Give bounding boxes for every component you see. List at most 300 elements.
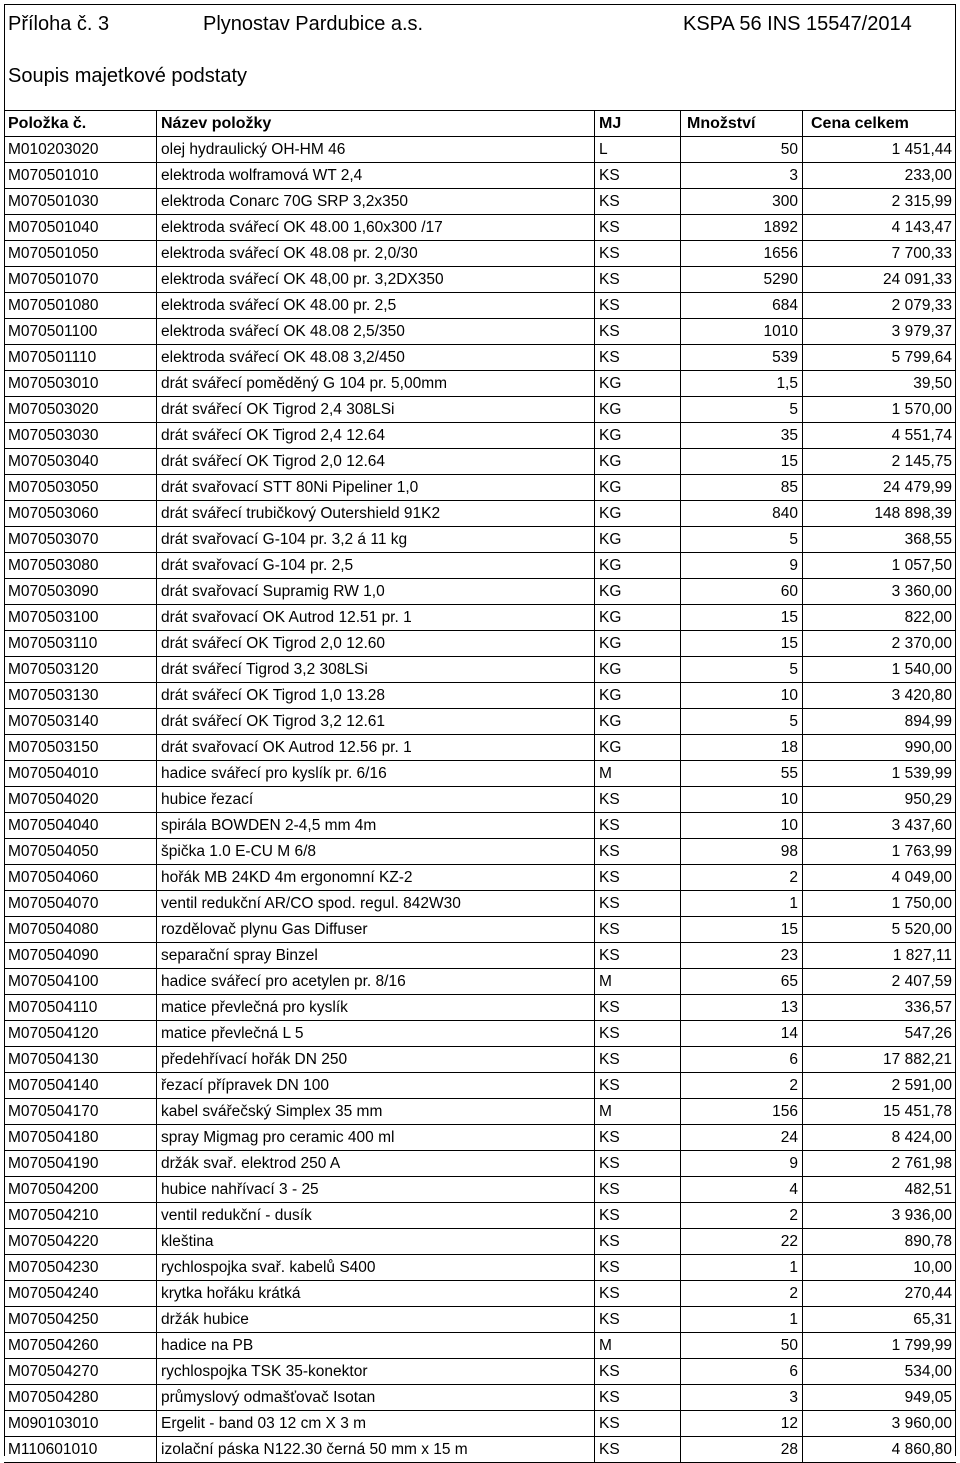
cell-quantity: 60	[681, 579, 803, 604]
cell-quantity: 6	[681, 1359, 803, 1384]
cell-quantity: 5	[681, 657, 803, 682]
cell-item-number: M070504110	[4, 995, 157, 1020]
cell-total-price: 1 763,99	[891, 843, 952, 860]
cell-quantity: 5290	[681, 267, 803, 292]
cell-unit: KG	[595, 501, 681, 526]
table-row	[4, 1202, 956, 1228]
cell-unit: KS	[595, 1203, 681, 1228]
cell-total-price: 1 451,44	[891, 141, 952, 158]
table-row	[4, 734, 956, 760]
cell-item-number: M070504240	[4, 1281, 157, 1306]
cell-item-number: M070503010	[4, 371, 157, 396]
cell-total-price: 39,50	[913, 375, 952, 392]
table-row	[4, 552, 956, 578]
table-row	[4, 942, 956, 968]
cell-quantity: 156	[681, 1099, 803, 1124]
cell-quantity: 23	[681, 943, 803, 968]
cell-quantity: 4	[681, 1177, 803, 1202]
cell-total-price: 990,00	[904, 739, 952, 756]
table-row	[4, 1046, 956, 1072]
cell-unit: KS	[595, 1411, 681, 1436]
cell-total-price: 24 479,99	[883, 479, 952, 496]
table-row	[4, 422, 956, 448]
cell-quantity: 2	[681, 1281, 803, 1306]
cell-total-price: 1 057,50	[891, 557, 952, 574]
cell-item-number: M070503090	[4, 579, 157, 604]
cell-total-price: 4 860,80	[891, 1441, 952, 1458]
cell-item-number: M070501050	[4, 241, 157, 266]
cell-item-number: M070504250	[4, 1307, 157, 1332]
table-row	[4, 1072, 956, 1098]
cell-total-price: 547,26	[904, 1025, 952, 1042]
cell-item-number: M070504140	[4, 1073, 157, 1098]
cell-unit: KG	[595, 449, 681, 474]
cell-item-name: hubice nahřívací 3 - 25	[157, 1177, 595, 1202]
cell-unit: KS	[595, 293, 681, 318]
cell-unit: KS	[595, 1255, 681, 1280]
table-row	[4, 1384, 956, 1410]
cell-item-number: M010203020	[4, 137, 157, 162]
cell-item-name: elektroda Conarc 70G SRP 3,2x350	[157, 189, 595, 214]
cell-total-price: 2 079,33	[891, 297, 952, 314]
cell-item-number: M070503080	[4, 553, 157, 578]
cell-quantity: 6	[681, 1047, 803, 1072]
cell-unit: KS	[595, 995, 681, 1020]
cell-item-number: M070504040	[4, 813, 157, 838]
table-row	[4, 1306, 956, 1332]
cell-item-number: M070503060	[4, 501, 157, 526]
cell-total-price: 1 540,00	[891, 661, 952, 678]
cell-total-price: 1 570,00	[891, 401, 952, 418]
cell-item-name: izolační páska N122.30 černá 50 mm x 15 m	[157, 1437, 595, 1462]
cell-item-name: drát svářecí OK Tigrod 2,0 12.64	[157, 449, 595, 474]
cell-quantity: 3	[681, 163, 803, 188]
cell-unit: M	[595, 761, 681, 786]
column-header-quantity: Množství	[681, 111, 803, 136]
cell-total-price: 890,78	[904, 1233, 952, 1250]
cell-item-number: M070504090	[4, 943, 157, 968]
cell-quantity: 1656	[681, 241, 803, 266]
cell-quantity: 5	[681, 397, 803, 422]
cell-item-number: M090103010	[4, 1411, 157, 1436]
cell-unit: KS	[595, 839, 681, 864]
cell-unit: KG	[595, 735, 681, 760]
cell-item-name: matice převlečná L 5	[157, 1021, 595, 1046]
cell-total-price: 233,00	[904, 167, 952, 184]
cell-quantity: 12	[681, 1411, 803, 1436]
cell-total-price: 8 424,00	[891, 1129, 952, 1146]
table-row	[4, 838, 956, 864]
cell-total-price: 4 049,00	[891, 869, 952, 886]
table-row	[4, 604, 956, 630]
table-row	[4, 916, 956, 942]
cell-unit: KS	[595, 943, 681, 968]
cell-quantity: 85	[681, 475, 803, 500]
cell-unit: KS	[595, 1073, 681, 1098]
cell-quantity: 300	[681, 189, 803, 214]
cell-total-price: 482,51	[904, 1181, 952, 1198]
cell-total-price: 7 700,33	[891, 245, 952, 262]
cell-item-number: M070501100	[4, 319, 157, 344]
cell-item-name: předehřívací hořák DN 250	[157, 1047, 595, 1072]
cell-quantity: 2	[681, 1073, 803, 1098]
table-row	[4, 1254, 956, 1280]
case-reference: KSPA 56 INS 15547/2014	[683, 13, 912, 35]
cell-total-price: 2 407,59	[891, 973, 952, 990]
attachment-label: Příloha č. 3	[8, 13, 110, 35]
cell-total-price: 17 882,21	[883, 1051, 952, 1068]
cell-item-name: drát svařovací STT 80Ni Pipeliner 1,0	[157, 475, 595, 500]
table-row	[4, 448, 956, 474]
cell-item-number: M070501080	[4, 293, 157, 318]
cell-item-number: M070504010	[4, 761, 157, 786]
cell-item-number: M070504120	[4, 1021, 157, 1046]
cell-item-name: drát svářecí OK Tigrod 1,0 13.28	[157, 683, 595, 708]
cell-unit: KS	[595, 1359, 681, 1384]
cell-item-name: elektroda wolframová WT 2,4	[157, 163, 595, 188]
cell-item-name: elektroda svářecí OK 48.08 pr. 2,0/30	[157, 241, 595, 266]
cell-item-number: M110601010	[4, 1437, 157, 1462]
cell-item-number: M070504100	[4, 969, 157, 994]
cell-quantity: 65	[681, 969, 803, 994]
cell-unit: M	[595, 1099, 681, 1124]
cell-item-name: spray Migmag pro ceramic 400 ml	[157, 1125, 595, 1150]
cell-item-name: hadice svářecí pro kyslík pr. 6/16	[157, 761, 595, 786]
cell-total-price: 4 551,74	[891, 427, 952, 444]
cell-item-number: M070504050	[4, 839, 157, 864]
cell-item-number: M070504220	[4, 1229, 157, 1254]
cell-quantity: 5	[681, 709, 803, 734]
cell-total-price: 15 451,78	[883, 1103, 952, 1120]
cell-total-price: 1 827,11	[892, 947, 952, 964]
cell-unit: KS	[595, 1177, 681, 1202]
cell-item-number: M070501070	[4, 267, 157, 292]
table-row	[4, 474, 956, 500]
table-row	[4, 630, 956, 656]
cell-item-name: kabel svářečský Simplex 35 mm	[157, 1099, 595, 1124]
cell-total-price: 368,55	[904, 531, 952, 548]
cell-item-name: olej hydraulický OH-HM 46	[157, 137, 595, 162]
cell-unit: KS	[595, 1151, 681, 1176]
cell-quantity: 24	[681, 1125, 803, 1150]
cell-quantity: 22	[681, 1229, 803, 1254]
table-row	[4, 240, 956, 266]
table-row	[4, 500, 956, 526]
cell-unit: KG	[595, 579, 681, 604]
table-row	[4, 1176, 956, 1202]
table-row	[4, 1332, 956, 1358]
cell-quantity: 539	[681, 345, 803, 370]
cell-item-number: M070504180	[4, 1125, 157, 1150]
cell-item-number: M070503070	[4, 527, 157, 552]
cell-unit: KS	[595, 917, 681, 942]
cell-unit: KG	[595, 605, 681, 630]
cell-item-number: M070503120	[4, 657, 157, 682]
cell-unit: KS	[595, 241, 681, 266]
cell-item-number: M070504280	[4, 1385, 157, 1410]
cell-unit: KS	[595, 267, 681, 292]
cell-item-number: M070504130	[4, 1047, 157, 1072]
cell-item-name: krytka hořáku krátká	[157, 1281, 595, 1306]
cell-quantity: 35	[681, 423, 803, 448]
cell-total-price: 3 420,80	[891, 687, 952, 704]
cell-item-name: rychlospojka TSK 35-konektor	[157, 1359, 595, 1384]
table-row	[4, 1228, 956, 1254]
cell-total-price: 534,00	[904, 1363, 952, 1380]
cell-quantity: 2	[681, 865, 803, 890]
cell-item-name: ventil redukční AR/CO spod. regul. 842W30	[157, 891, 595, 916]
cell-item-name: drát svářecí trubičkový Outershield 91K2	[157, 501, 595, 526]
cell-unit: KG	[595, 397, 681, 422]
cell-item-number: M070503050	[4, 475, 157, 500]
cell-item-name: drát svařovací G-104 pr. 3,2 á 11 kg	[157, 527, 595, 552]
cell-quantity: 18	[681, 735, 803, 760]
cell-quantity: 98	[681, 839, 803, 864]
cell-item-name: hořák MB 24KD 4m ergonomní KZ-2	[157, 865, 595, 890]
cell-quantity: 9	[681, 1151, 803, 1176]
cell-quantity: 10	[681, 787, 803, 812]
table-row	[4, 162, 956, 188]
table-row	[4, 266, 956, 292]
cell-item-name: elektroda svářecí OK 48.00 1,60x300 /17	[157, 215, 595, 240]
cell-unit: KS	[595, 1385, 681, 1410]
table-row	[4, 578, 956, 604]
cell-item-name: rozdělovač plynu Gas Diffuser	[157, 917, 595, 942]
cell-unit: KS	[595, 891, 681, 916]
table-row	[4, 1150, 956, 1176]
table-row	[4, 682, 956, 708]
cell-quantity: 840	[681, 501, 803, 526]
cell-total-price: 950,29	[904, 791, 952, 808]
cell-quantity: 13	[681, 995, 803, 1020]
cell-quantity: 55	[681, 761, 803, 786]
cell-total-price: 894,99	[904, 713, 952, 730]
cell-item-number: M070504260	[4, 1333, 157, 1358]
document-title: Soupis majetkové podstaty	[8, 65, 248, 87]
table-row	[4, 760, 956, 786]
cell-item-number: M070503020	[4, 397, 157, 422]
cell-unit: M	[595, 1333, 681, 1358]
cell-unit: L	[595, 137, 681, 162]
cell-item-name: elektroda svářecí OK 48.00 pr. 2,5	[157, 293, 595, 318]
cell-quantity: 50	[681, 1333, 803, 1358]
cell-item-name: držák hubice	[157, 1307, 595, 1332]
table-row	[4, 136, 956, 162]
table-row	[4, 214, 956, 240]
cell-quantity: 1,5	[681, 371, 803, 396]
cell-total-price: 3 360,00	[891, 583, 952, 600]
cell-unit: KG	[595, 657, 681, 682]
column-header-total-price: Cena celkem	[811, 115, 909, 132]
cell-item-name: drát svařovací G-104 pr. 2,5	[157, 553, 595, 578]
cell-total-price: 148 898,39	[874, 505, 952, 522]
cell-quantity: 9	[681, 553, 803, 578]
cell-item-number: M070504080	[4, 917, 157, 942]
cell-total-price: 336,57	[904, 999, 952, 1016]
cell-unit: KS	[595, 163, 681, 188]
cell-quantity: 2	[681, 1203, 803, 1228]
table-row	[4, 890, 956, 916]
cell-item-name: elektroda svářecí OK 48.08 3,2/450	[157, 345, 595, 370]
cell-unit: KS	[595, 189, 681, 214]
cell-item-name: hadice svářecí pro acetylen pr. 8/16	[157, 969, 595, 994]
cell-item-number: M070503110	[4, 631, 157, 656]
cell-unit: KG	[595, 527, 681, 552]
cell-item-number: M070501010	[4, 163, 157, 188]
cell-item-name: drát svářecí OK Tigrod 2,4 308LSi	[157, 397, 595, 422]
cell-unit: KG	[595, 423, 681, 448]
asset-table	[4, 110, 956, 1463]
table-row	[4, 812, 956, 838]
cell-total-price: 2 145,75	[891, 453, 952, 470]
cell-item-name: řezací přípravek DN 100	[157, 1073, 595, 1098]
cell-total-price: 24 091,33	[883, 271, 952, 288]
cell-quantity: 15	[681, 605, 803, 630]
cell-unit: KS	[595, 1437, 681, 1462]
cell-item-number: M070504070	[4, 891, 157, 916]
cell-item-name: drát svařovací OK Autrod 12.56 pr. 1	[157, 735, 595, 760]
cell-item-number: M070504170	[4, 1099, 157, 1124]
table-row	[4, 1358, 956, 1384]
table-row	[4, 864, 956, 890]
cell-item-name: drát svařovací Supramig RW 1,0	[157, 579, 595, 604]
cell-quantity: 15	[681, 631, 803, 656]
cell-unit: KS	[595, 1229, 681, 1254]
cell-total-price: 2 370,00	[891, 635, 952, 652]
cell-unit: KG	[595, 709, 681, 734]
cell-quantity: 1	[681, 1255, 803, 1280]
cell-total-price: 270,44	[904, 1285, 952, 1302]
cell-quantity: 684	[681, 293, 803, 318]
cell-unit: KG	[595, 475, 681, 500]
cell-quantity: 1010	[681, 319, 803, 344]
cell-total-price: 3 437,60	[891, 817, 952, 834]
cell-item-number: M070503150	[4, 735, 157, 760]
cell-item-number: M070503130	[4, 683, 157, 708]
cell-item-name: elektroda svářecí OK 48.08 2,5/350	[157, 319, 595, 344]
table-row	[4, 370, 956, 396]
cell-total-price: 1 799,99	[891, 1337, 952, 1354]
table-row	[4, 1280, 956, 1306]
table-row	[4, 708, 956, 734]
cell-total-price: 10,00	[913, 1259, 952, 1276]
cell-unit: M	[595, 969, 681, 994]
cell-total-price: 2 761,98	[891, 1155, 952, 1172]
cell-item-name: kleština	[157, 1229, 595, 1254]
cell-total-price: 1 750,00	[891, 895, 952, 912]
cell-quantity: 3	[681, 1385, 803, 1410]
table-row	[4, 1020, 956, 1046]
cell-total-price: 5 799,64	[891, 349, 952, 366]
table-row	[4, 318, 956, 344]
cell-total-price: 5 520,00	[891, 921, 952, 938]
cell-item-number: M070504270	[4, 1359, 157, 1384]
cell-unit: KS	[595, 787, 681, 812]
cell-item-name: ventil redukční - dusík	[157, 1203, 595, 1228]
cell-unit: KS	[595, 1281, 681, 1306]
cell-total-price: 949,05	[904, 1389, 952, 1406]
cell-item-number: M070504200	[4, 1177, 157, 1202]
cell-total-price: 3 960,00	[891, 1415, 952, 1432]
column-header-unit: MJ	[595, 111, 681, 136]
cell-quantity: 1	[681, 891, 803, 916]
cell-total-price: 3 936,00	[891, 1207, 952, 1224]
cell-unit: KG	[595, 553, 681, 578]
cell-unit: KS	[595, 345, 681, 370]
cell-item-name: špička 1.0 E-CU M 6/8	[157, 839, 595, 864]
cell-unit: KG	[595, 683, 681, 708]
cell-unit: KG	[595, 371, 681, 396]
cell-quantity: 1892	[681, 215, 803, 240]
cell-item-number: M070504230	[4, 1255, 157, 1280]
table-row	[4, 292, 956, 318]
cell-item-name: Ergelit - band 03 12 cm X 3 m	[157, 1411, 595, 1436]
column-header-item-no: Položka č.	[4, 111, 157, 136]
cell-item-name: hadice na PB	[157, 1333, 595, 1358]
cell-quantity: 50	[681, 137, 803, 162]
cell-quantity: 1	[681, 1307, 803, 1332]
cell-total-price: 65,31	[913, 1311, 952, 1328]
table-row	[4, 396, 956, 422]
table-row	[4, 1436, 956, 1463]
cell-total-price: 4 143,47	[891, 219, 952, 236]
cell-unit: KS	[595, 1307, 681, 1332]
cell-item-name: drát svářecí OK Tigrod 2,4 12.64	[157, 423, 595, 448]
cell-item-name: držák svař. elektrod 250 A	[157, 1151, 595, 1176]
cell-item-number: M070503140	[4, 709, 157, 734]
cell-item-name: rychlospojka svař. kabelů S400	[157, 1255, 595, 1280]
table-row	[4, 1124, 956, 1150]
cell-item-name: drát svářecí OK Tigrod 2,0 12.60	[157, 631, 595, 656]
cell-unit: KS	[595, 215, 681, 240]
column-header-item-name: Název položky	[157, 111, 595, 136]
cell-item-name: spirála BOWDEN 2-4,5 mm 4m	[157, 813, 595, 838]
cell-item-name: drát svářecí poměděný G 104 pr. 5,00mm	[157, 371, 595, 396]
cell-quantity: 14	[681, 1021, 803, 1046]
cell-item-name: drát svařovací OK Autrod 12.51 pr. 1	[157, 605, 595, 630]
cell-item-number: M070503100	[4, 605, 157, 630]
cell-item-number: M070504060	[4, 865, 157, 890]
table-row	[4, 994, 956, 1020]
cell-item-number: M070501040	[4, 215, 157, 240]
cell-item-name: matice převlečná pro kyslík	[157, 995, 595, 1020]
cell-item-name: hubice řezací	[157, 787, 595, 812]
table-row	[4, 786, 956, 812]
table-row	[4, 1098, 956, 1124]
cell-unit: KS	[595, 1047, 681, 1072]
cell-unit: KS	[595, 1125, 681, 1150]
table-row	[4, 188, 956, 214]
cell-unit: KS	[595, 865, 681, 890]
cell-quantity: 15	[681, 917, 803, 942]
table-row	[4, 656, 956, 682]
cell-total-price: 1 539,99	[891, 765, 952, 782]
cell-item-number: M070504210	[4, 1203, 157, 1228]
cell-quantity: 5	[681, 527, 803, 552]
cell-item-name: drát svářecí Tigrod 3,2 308LSi	[157, 657, 595, 682]
cell-item-number: M070504020	[4, 787, 157, 812]
company-name: Plynostav Pardubice a.s.	[203, 13, 424, 35]
cell-quantity: 15	[681, 449, 803, 474]
table-row	[4, 1410, 956, 1436]
table-row	[4, 968, 956, 994]
cell-total-price: 3 979,37	[891, 323, 952, 340]
cell-unit: KS	[595, 813, 681, 838]
cell-quantity: 10	[681, 683, 803, 708]
cell-unit: KS	[595, 1021, 681, 1046]
table-row	[4, 526, 956, 552]
cell-quantity: 10	[681, 813, 803, 838]
